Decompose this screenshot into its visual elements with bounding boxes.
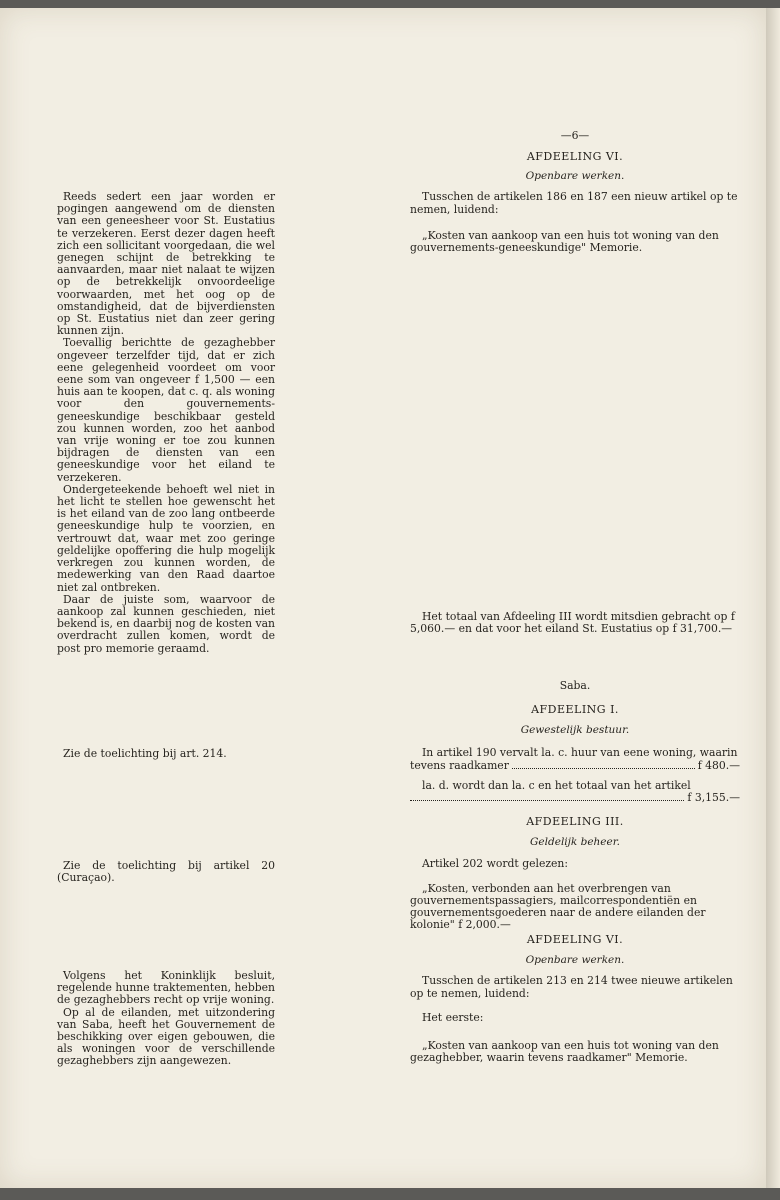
article-amount: Memorie. <box>589 241 643 255</box>
section-subheading: Openbare werken. <box>525 170 625 183</box>
article-line-leader <box>410 792 740 804</box>
dot-leader <box>410 800 684 801</box>
left-woning-block <box>57 970 275 1068</box>
article-amount: f 3,155.— <box>687 791 740 805</box>
left-explanation-block <box>57 191 275 655</box>
article-item: „Kosten van aankoop van een huis tot woning van den gezaghebber, waarin tevens raadkamer" Memorie. <box>410 1039 719 1065</box>
section-afdeeling-i <box>410 704 740 804</box>
paragraph: Volgens het Koninklijk besluit, regelende hunne traktementen, hebben de gezaghebbers recht op vrije woning. <box>57 969 275 1007</box>
section-subheading: Gewestelijk bestuur. <box>520 724 630 737</box>
note-art-20: Zie de toelichting bij artikel 20 (Curaçao). <box>57 859 275 885</box>
paragraph: Daar de juiste som, waarvoor de aankoop zal kunnen geschieden, niet bekend is, en daarbij nog de kosten van overdracht zullen komen, wordt de post pro memorie geraamd. <box>57 592 275 655</box>
section-heading: AFDEELING VI. <box>526 150 624 163</box>
section-heading: AFDEELING VI. <box>526 933 624 946</box>
dot-leader <box>512 768 695 769</box>
section-intro: Artikel 202 wordt gelezen: <box>422 857 569 871</box>
page-edge-shadow <box>766 8 780 1188</box>
section-heading: AFDEELING III. <box>526 815 624 828</box>
section-intro: Tusschen de artikelen 213 en 214 twee nieuwe artikelen op te nemen, luidend: <box>410 974 733 1000</box>
section-subheading: Geldelijk beheer. <box>530 836 620 849</box>
section-afdeeling-vi-1 <box>410 151 740 254</box>
article-line-leader: tevens raadkamer f 480.— <box>410 758 740 772</box>
article-amount: f 480.— <box>697 758 740 772</box>
section-afdeeling-iii <box>410 816 740 931</box>
section-heading: AFDEELING I. <box>531 703 619 716</box>
article-line: In artikel 190 vervalt la. c. huur van eene woning, waarin <box>422 746 738 760</box>
article-item: „Kosten van aankoop van een huis tot woning van den gouvernements-geneeskundige" Memorie. <box>410 228 719 255</box>
saba-title: Saba. <box>559 679 591 692</box>
article-amount: Memorie. <box>635 1051 688 1065</box>
paragraph: Op al de eilanden, met uitzondering van Saba, heeft het Gouvernement de beschikking over eigen gebouwen, die als woningen voor de verschillende gezaghebbers zijn aangewezen. <box>57 1005 275 1068</box>
page-number: —6— <box>560 129 590 142</box>
document-page <box>0 8 766 1188</box>
paragraph: Ondergeteekende behoeft wel niet in het licht te stellen hoe gewenscht het is het eiland van de zoo lang ontbeerde geneeskundige hulp te voorzien, en vertrouwt dat, waar met zoo geringe geldelijke opoffering die hulp mogelijk verkregen zou kunnen worden, de medewerking van den Raad daartoe niet zal ontbreken. <box>57 482 275 594</box>
section-subheading: Openbare werken. <box>525 954 625 967</box>
total-statement: Het totaal van Afdeeling III wordt mitsdien gebracht op f 5,060.— en dat voor het eiland St. Eustatius op f 31,700.— <box>410 610 735 636</box>
section-afdeeling-vi-2 <box>410 934 740 1064</box>
article-item: „Kosten, verbonden aan het overbrengen van gouvernementspassagiers, mailcorrespondentiën en gouvernementsgoederen naar de andere eilanden der kolonie" f 2,000.— <box>410 881 706 932</box>
section-intro: Tusschen de artikelen 186 en 187 een nieuw artikel op te nemen, luidend: <box>410 190 738 216</box>
paragraph: Reeds sedert een jaar worden er pogingen aangewend om de diensten van een geneesheer voor St. Eustatius te verzekeren. Eerst dezer dagen heeft zich een sollicitant voorgedaan, die wel genegen schijnt de betrekking te aanvaarden, maar niet nalaat te wijzen op de betrekkelijk onvoordeelige voorwaarden, met het oog op de omstandigheid, dat de bijverdiensten op St. Eustatius niet dan zeer gering kunnen zijn. <box>57 190 275 338</box>
article-line: la. d. wordt dan la. c en het totaal van het artikel <box>422 778 691 792</box>
note-art-214: Zie de toelichting bij art. 214. <box>63 747 227 760</box>
article-amount: f 2,000.— <box>458 918 511 932</box>
article-label: Het eerste: <box>422 1010 484 1024</box>
paragraph: Toevallig berichtte de gezaghebber ongeveer terzelfder tijd, dat er zich eene gelegenheid voordeet om voor eene som van ongeveer f 1,500 — een huis aan te koopen, dat c. q. als woning voor den gouvernements-geneeskundige beschikbaar gesteld zou kunnen worden, zoo het aanbod van vrije woning er toe zou kunnen bijdragen de diensten van een geneeskundige voor het eiland te verzekeren. <box>57 336 275 484</box>
